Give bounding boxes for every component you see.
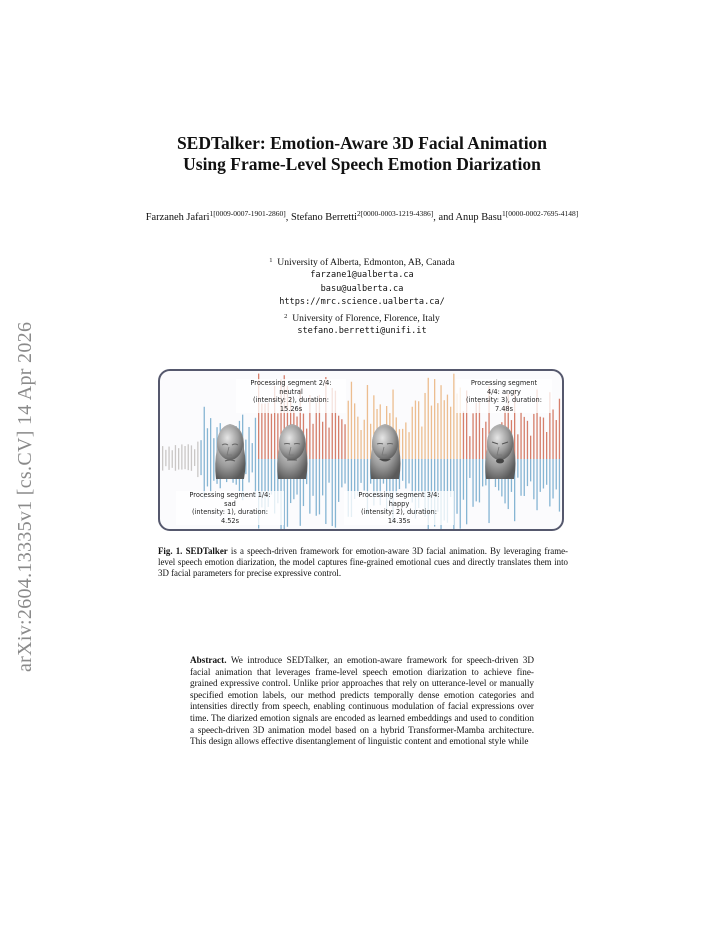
segment-line: (intensity: 1), duration: xyxy=(176,508,284,517)
waveform-bar xyxy=(415,401,416,459)
segment-line: 4.52s xyxy=(176,517,284,526)
website-link[interactable]: https://mrc.science.ualberta.ca/ xyxy=(279,297,445,308)
waveform-bar xyxy=(319,459,320,514)
waveform-bar xyxy=(559,399,560,459)
author-separator: , xyxy=(285,212,291,223)
author-name: Anup Basu xyxy=(455,212,502,223)
waveform-bar xyxy=(530,459,531,481)
waveform-bar xyxy=(408,459,409,483)
waveform-bar xyxy=(338,416,339,459)
waveform-bar xyxy=(354,403,355,459)
email-link[interactable]: farzane1@ualberta.ca xyxy=(310,270,414,281)
waveform-bar xyxy=(540,417,541,459)
waveform-bar xyxy=(181,459,182,470)
waveform-bar xyxy=(469,459,470,478)
abstract xyxy=(190,655,534,748)
waveform-bar xyxy=(191,445,192,459)
waveform-bar xyxy=(178,459,179,470)
waveform-bar xyxy=(194,449,195,459)
waveform-bar xyxy=(559,459,560,512)
waveform-bar xyxy=(178,448,179,459)
waveform-bar xyxy=(437,403,438,459)
segment-line: 15.26s xyxy=(236,405,346,414)
author-orcid: 2[0000-0003-1219-4386] xyxy=(357,209,434,218)
waveform-bar xyxy=(466,459,467,524)
email-link[interactable]: stefano.berretti@unifi.it xyxy=(297,326,427,337)
waveform-bar xyxy=(536,459,537,510)
figure-caption xyxy=(158,546,568,579)
waveform-bar xyxy=(188,459,189,470)
waveform-bar xyxy=(322,459,323,495)
abstract-text: We introduce SEDTalker, an emotion-aware framework for speech-driven 3D facial animation that leverages frame-level speech emotion diarization to achieve fine-grained expressive control. Unlike prior approaches that rely on utterance-level or manually specified emotion labels, our method predicts temporally dense emotion categories and intensities directly from speech, enabling continuous modulation of facial expressions over time. The diarized emotion signals are encoded as learned embeddings and used to condition a speech-driven 3D animation model based on a hybrid Transformer-Mamba architecture. This design allows effective disentanglement of linguistic content and emotional style while xyxy=(190,655,534,747)
affiliation-number: 1 xyxy=(269,257,273,264)
waveform-bar xyxy=(456,459,457,514)
waveform-bar xyxy=(255,418,256,459)
segment-label-4 xyxy=(456,379,552,413)
waveform-bar xyxy=(447,395,448,459)
caption-system-name: SEDTalker xyxy=(185,546,228,556)
waveform-bar xyxy=(556,459,557,489)
affiliation-1 xyxy=(130,254,594,269)
waveform-bar xyxy=(421,427,422,459)
segment-line: (intensity: 3), duration: xyxy=(456,396,552,405)
waveform-bar xyxy=(527,421,528,459)
waveform-bar xyxy=(344,424,345,459)
affiliation-2 xyxy=(130,310,594,325)
waveform-bar xyxy=(188,444,189,459)
waveform-bar xyxy=(165,450,166,459)
affiliation-name: University of Florence, Florence, Italy xyxy=(292,312,440,324)
waveform-bar xyxy=(181,444,182,459)
waveform-bar xyxy=(543,459,544,488)
waveform-bar xyxy=(175,445,176,459)
author-orcid: 1[0000-0002-7695-4148] xyxy=(501,209,579,218)
author-separator: , and xyxy=(433,212,456,223)
segment-label-2 xyxy=(236,379,346,413)
segment-line: 14.35s xyxy=(344,517,454,526)
waveform-bar xyxy=(162,459,163,471)
author-list xyxy=(130,204,594,227)
waveform-bar xyxy=(184,459,185,469)
waveform-bar xyxy=(408,432,409,459)
waveform-bar xyxy=(338,459,339,502)
title-line-2: Using Frame-Level Speech Emotion Diarization xyxy=(183,154,541,174)
waveform-bar xyxy=(463,411,464,459)
segment-line: 4/4: angry xyxy=(456,388,552,397)
waveform-bar xyxy=(476,459,477,501)
waveform-bar xyxy=(431,406,432,459)
waveform-bar xyxy=(533,459,534,499)
waveform-bar xyxy=(197,459,198,477)
waveform-bar xyxy=(549,459,550,506)
waveform-bar xyxy=(460,459,461,529)
waveform-bar xyxy=(533,414,534,459)
segment-line: Processing segment 3/4: xyxy=(344,491,454,500)
waveform-bar xyxy=(191,459,192,471)
caption-label: Fig. 1. xyxy=(158,546,183,556)
waveform-bar xyxy=(357,417,358,459)
waveform-bar xyxy=(540,459,541,492)
title-line-1: SEDTalker: Emotion-Aware 3D Facial Animation xyxy=(176,133,548,153)
waveform-bar xyxy=(444,400,445,459)
waveform-bar xyxy=(428,378,429,459)
waveform-bar xyxy=(424,393,425,459)
waveform-bar xyxy=(524,459,525,496)
segment-line: Processing segment 2/4: xyxy=(236,379,346,388)
segment-line: happy xyxy=(344,500,454,509)
waveform-bar xyxy=(204,407,205,459)
waveform-bar xyxy=(200,440,201,459)
waveform-bar xyxy=(200,459,201,475)
waveform-bar xyxy=(527,459,528,486)
paper-title xyxy=(120,133,604,175)
segment-line: (intensity: 2), duration: xyxy=(344,508,454,517)
waveform-bar xyxy=(434,379,435,459)
waveform-bar xyxy=(453,374,454,459)
teaser-figure xyxy=(158,369,564,531)
waveform-bar xyxy=(546,459,547,485)
waveform-bar xyxy=(552,459,553,499)
waveform-bar xyxy=(316,459,317,516)
arxiv-identifier: arXiv:2604.13335v1 [cs.CV] 14 Apr 2026 xyxy=(14,321,36,672)
affiliation-name: University of Alberta, Edmonton, AB, Canada xyxy=(277,257,455,268)
email-link[interactable]: basu@ualberta.ca xyxy=(320,283,404,294)
waveform-bar xyxy=(341,419,342,459)
waveform-bar xyxy=(450,407,451,459)
waveform-bar xyxy=(197,442,198,459)
segment-line: Processing segment xyxy=(456,379,552,388)
waveform-bar xyxy=(325,459,326,524)
affiliation-number: 2 xyxy=(284,312,288,320)
author-name: Stefano Berretti xyxy=(290,212,358,223)
waveform-bar xyxy=(421,459,422,492)
segment-line: Processing segment 1/4: xyxy=(176,491,284,500)
waveform-bar xyxy=(322,422,323,459)
waveform-bar xyxy=(530,436,531,459)
segment-label-1 xyxy=(176,491,284,525)
waveform-bar xyxy=(556,420,557,459)
waveform-bar xyxy=(552,409,553,459)
segment-line: sad xyxy=(176,500,284,509)
waveform-bar xyxy=(341,459,342,487)
waveform-bar xyxy=(175,459,176,471)
waveform-bar xyxy=(543,418,544,459)
face-mesh-angry xyxy=(478,419,522,485)
affiliations xyxy=(130,254,594,338)
waveform-bar xyxy=(418,401,419,459)
segment-line: 7.48s xyxy=(456,405,552,414)
caption-text: is a speech-driven framework for emotion-aware 3D facial animation. By leveraging frame-level speech emotion diarization, the model captures fine-grained emotional cues and directly translates them into 3D facial parameters for precise expressive control. xyxy=(158,546,568,578)
waveform-bar xyxy=(332,459,333,526)
waveform-bar xyxy=(351,382,352,459)
waveform-bar xyxy=(440,385,441,459)
waveform-bar xyxy=(328,428,329,459)
waveform-bar xyxy=(412,407,413,459)
face-mesh-neutral xyxy=(270,419,314,485)
waveform-bar xyxy=(360,459,361,483)
waveform-bar xyxy=(472,413,473,459)
waveform-bar xyxy=(162,446,163,459)
waveform-bar xyxy=(546,432,547,459)
waveform-bar xyxy=(328,459,329,483)
waveform-bar xyxy=(172,459,173,468)
face-mesh-happy xyxy=(363,419,407,485)
waveform-bar xyxy=(335,459,336,528)
waveform-bar xyxy=(168,459,169,470)
waveform-bar xyxy=(463,459,464,500)
waveform-bar xyxy=(344,459,345,484)
waveform-bar xyxy=(168,447,169,459)
waveform-bar xyxy=(194,459,195,466)
waveform-bar xyxy=(172,450,173,459)
waveform-bar xyxy=(360,430,361,459)
author-orcid: 1[0009-0007-1901-2860] xyxy=(209,209,286,218)
segment-line: neutral xyxy=(236,388,346,397)
segment-label-3 xyxy=(344,491,454,525)
segment-line: (intensity: 2), duration: xyxy=(236,396,346,405)
face-mesh-sad xyxy=(208,419,252,485)
author-name: Farzaneh Jafari xyxy=(145,212,210,223)
waveform-bar xyxy=(469,436,470,459)
abstract-label: Abstract. xyxy=(190,655,227,665)
waveform-bar xyxy=(165,459,166,466)
waveform-bar xyxy=(524,417,525,459)
waveform-bar xyxy=(472,459,473,507)
waveform-bar xyxy=(184,446,185,459)
waveform-bar xyxy=(348,401,349,459)
